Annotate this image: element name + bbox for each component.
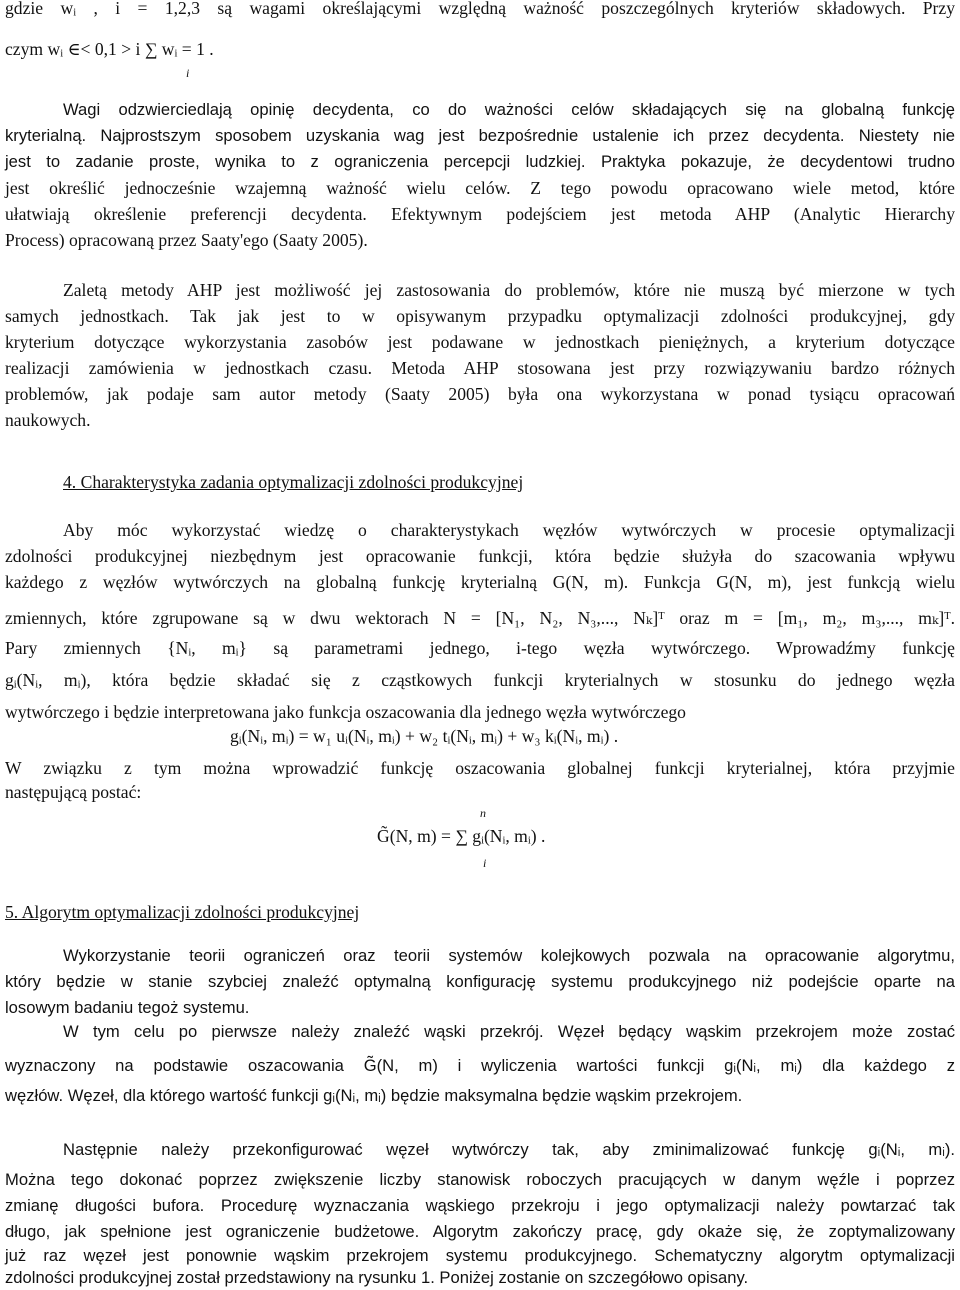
section-heading-5: 5. Algorytm optymalizacji zdolności produkcyjnej (5, 902, 360, 922)
paragraph-line: Można tego dokonać poprzez zwiększenie liczby stanowisk roboczych pracujących w danym węźle i poprzez (5, 1170, 955, 1189)
paragraph-line: każdego z węzłów wytwórczych na globalną funkcję kryterialną G(N, m). Funkcja G(N, m), jest funkcją wielu (5, 572, 955, 592)
paragraph-line: już raz węzeł jest ponownie wąskim przekrojem systemu produkcyjnego. Schematyczny algorytm optymalizacji (5, 1246, 955, 1265)
paragraph-line: W tym celu po pierwsze należy znaleźć wąski przekrój. Węzeł będący wąskim przekrojem może zostać (63, 1022, 955, 1041)
paragraph-line: zdolności produkcyjnej niezbędnym jest opracowanie funkcji, która będzie służyła do szacowania wpływu (5, 546, 955, 566)
sum-upper-limit: n (480, 806, 486, 820)
paragraph-line: Zaletą metody AHP jest możliwość jej zastosowania do problemów, które nie muszą być mierzone w tych (63, 280, 955, 300)
paragraph-line: Następnie należy przekonfigurować węzeł wytwórczy tak, aby zminimalizować funkcję gᵢ(Nᵢ, mᵢ). (63, 1140, 955, 1159)
paragraph-line: kryterialną. Najprostszym sposobem uzyskania wag jest bezpośrednie ustalenie ich przez decydenta. Niestety nie (5, 126, 955, 145)
paragraph-line: gdzie wᵢ , i = 1,2,3 są wagami określającymi względną ważność poszczególnych kryteriów składowych. Przy (5, 0, 955, 18)
paragraph-line: węzłów. Węzeł, dla którego wartość funkcji gᵢ(Nᵢ, mᵢ) będzie maksymalna będzie wąskim przekrojem. (5, 1086, 743, 1105)
paragraph-line: następującą postać: (5, 782, 142, 802)
paragraph-line: zdolności produkcyjnej został przedstawiony na rysunku 1. Poniżej zostanie on szczegółowo opisany. (5, 1268, 749, 1287)
formula-sum-index: i (186, 66, 190, 80)
paragraph-line: Aby móc wykorzystać wiedzę o charakterystykach węzłów wytwórczych w procesie optymalizacji (63, 520, 955, 540)
paragraph-line: długo, jak spełnione jest ograniczenie budżetowe. Algorytm zakończy pracę, gdy okaże się, że zoptymalizowany (5, 1222, 955, 1241)
paragraph-line: Pary zmiennych {Nᵢ, mᵢ} są parametrami jednego, i-tego węzła wytwórczego. Wprowadźmy funkcję (5, 638, 955, 658)
paragraph-line: W związku z tym można wprowadzić funkcję oszacowania globalnej funkcji kryterialnej, która przyjmie (5, 758, 955, 778)
paragraph-line: zmianę długości bufora. Procedurę wyznaczania wąskiego przekroju i jego optymalizacji należy powtarzać tak (5, 1196, 955, 1215)
paragraph-line: samych jednostkach. Tak jak jest to w opisywanym przypadku optymalizacji zdolności produkcyjnej, gdy (5, 306, 955, 326)
paragraph-line: Wykorzystanie teorii ograniczeń oraz teorii systemów kolejkowych pozwala na opracowanie algorytmu, (63, 946, 955, 965)
paragraph-line: jest to zadanie proste, wynika to z ograniczenia percepcji ludzkiej. Praktyka pokazuje, że decydentowi trudno (5, 152, 955, 171)
paragraph-line: gᵢ(Nᵢ, mᵢ), która będzie składać się z cząstkowych funkcji kryterialnych w stosunku do jednego węzła (5, 670, 955, 690)
paragraph-line: naukowych. (5, 410, 91, 430)
equation-g-i: gᵢ(Nᵢ, mᵢ) = w₁ uᵢ(Nᵢ, mᵢ) + w₂ tᵢ(Nᵢ, mᵢ) + w₃ kᵢ(Nᵢ, mᵢ) . (230, 726, 619, 746)
equation-global: G̃(N, m) = ∑ gᵢ(Nᵢ, mᵢ) . (377, 826, 546, 846)
paragraph-line: Wagi odzwierciedlają opinię decydenta, co do ważności celów składających się na globalną funkcję (63, 100, 955, 119)
formula-line: czym wᵢ ∈< 0,1 > i ∑ wᵢ = 1 . (5, 39, 214, 59)
sum-lower-limit: i (483, 856, 487, 870)
paragraph-line: który będzie w stanie szybciej znaleźć optymalną konfigurację systemu produkcyjnego niż podejście oparte na (5, 972, 955, 991)
paragraph-line: losowym badaniu tegoż systemu. (5, 998, 250, 1017)
paragraph-line: kryterium dotyczące wykorzystania zasobów jest podawane w jednostkach pieniężnych, a kryterium dotyczące (5, 332, 955, 352)
paragraph-line: zmiennych, które zgrupowane są w dwu wektorach N = [N₁, N₂, N₃,..., Nₖ]ᵀ oraz m = [m₁, m₂, m₃,..., mₖ]ᵀ. (5, 608, 955, 628)
paragraph-line: problemów, jak podaje sam autor metody (Saaty 2005) była ona wykorzystana w ponad tysiącu opracowań (5, 384, 955, 404)
paragraph-line: ułatwiają określenie preferencji decydenta. Efektywnym podejściem jest metoda AHP (Analytic Hierarchy (5, 204, 955, 224)
paragraph-line: Process) opracowaną przez Saaty'ego (Saaty 2005). (5, 230, 368, 250)
paragraph-line: wyznaczony na podstawie oszacowania G̃(N, m) i wyliczenia wartości funkcji gᵢ(Nᵢ, mᵢ) dla każdego z (5, 1056, 955, 1075)
paragraph-line: wytwórczego i będzie interpretowana jako funkcja oszacowania dla jednego węzła wytwórczego (5, 702, 686, 722)
paragraph-line: realizacji zamówienia w jednostkach czasu. Metoda AHP stosowana jest przy rozwiązywaniu bardzo różnych (5, 358, 955, 378)
section-heading-4: 4. Charakterystyka zadania optymalizacji zdolności produkcyjnej (63, 472, 524, 492)
paragraph-line: jest określić jednocześnie wzajemną ważność wielu celów. Z tego powodu opracowano wiele metod, które (5, 178, 955, 198)
